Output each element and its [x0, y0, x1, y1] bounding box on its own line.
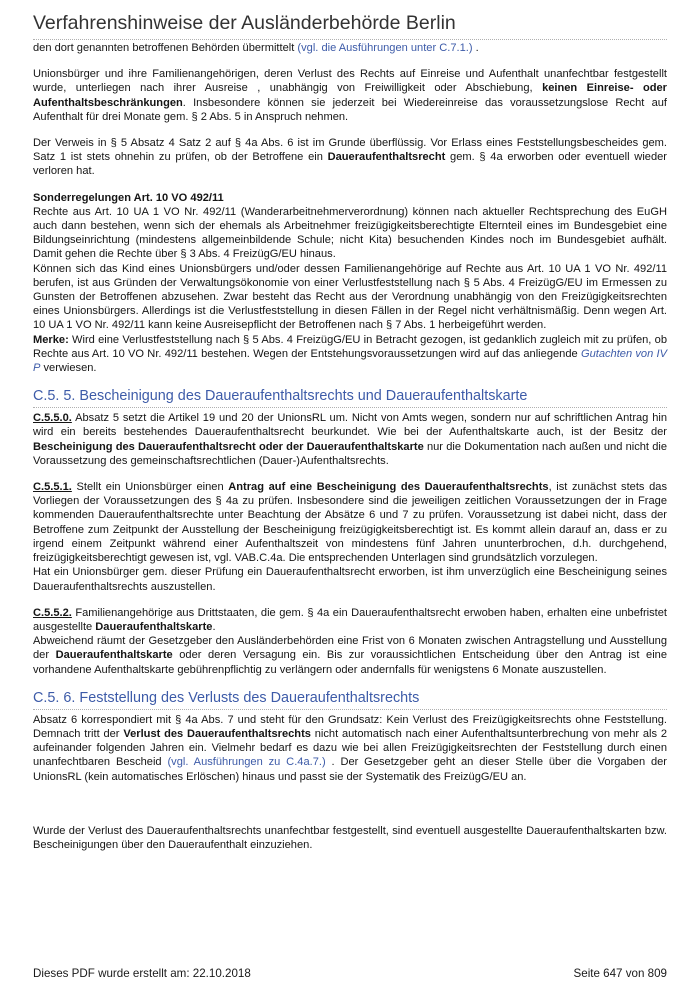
paragraph-final: Wurde der Verlust des Daueraufenthaltsrechts unanfechtbar festgestellt, sind eventuell ausgestellte Daueraufenthaltskarten bzw. Bescheinigungen über den Daueraufenthalt einzuziehen. [33, 824, 667, 851]
paragraph-transmission: den dort genannten betroffenen Behörden übermittelt (vgl. die Ausführungen unter C.7.1.) . [33, 42, 479, 54]
page-header-title: Verfahrenshinweise der Ausländerbehörde Berlin [33, 10, 667, 40]
paragraph-c56: Absatz 6 korrespondiert mit § 4a Abs. 7 und steht für den Grundsatz: Kein Verlust des Freizügigkeitsrechts ohne Feststellung. Demnach tritt der Verlust des Daueraufenthaltsrechts nicht automatisch nach einer Aufenthaltsunterbrechung von mehr als 2 aufeinander folgenden Jahren ein. Vielmehr bedarf es dazu wie bei allen Freizügigkeitsrechten der Feststellung durch einen unanfechtbaren Bescheid (vgl. Ausführungen zu C.4a.7.) . Der Gesetzgeber geht an dieser Stelle über die Vorgaben der UnionsRL (kein automatisches Erlöschen) hinaus und passt sie der Systematik des FreizügG/EU an. [33, 713, 668, 783]
sonder-paragraph-2: Können sich das Kind eines Unionsbürgers und/oder dessen Familienangehörige auf Rechte aus Art. 10 UA 1 VO Nr. 492/11 berufen, ist aus Gründen der Verwaltungsökonomie von einer Verlustfeststellung nach § 5 Abs. 4 FreizügG/EU im Ermessen zu Gunsten der Betroffenen abzusehen. Zwar besteht das Recht aus der Verordnung unabhängig von den Freizügigkeitsrechten eines Unionsbürgers. Allerdings ist die Verlustfeststellung in diesen Fällen in der Regel nicht verhältnismäßig. Denn wegen Art. 10 UA 1 VO Nr. 492/11 kann keine Ausreisepflicht der Betroffenen nach § 7 Abs. 1 herbeigeführt werden. [33, 262, 667, 332]
ref-link-c4a7[interactable]: (vgl. Ausführungen zu C.4a.7.) [167, 756, 326, 769]
section-heading-c55: C.5. 5. Bescheinigung des Daueraufenthaltsrechts und Daueraufenthaltskarte [33, 387, 667, 408]
ref-link-c71[interactable]: (vgl. die Ausführungen unter C.7.1.) [297, 42, 473, 54]
sonder-heading: Sonderregelungen Art. 10 VO 492/11 [33, 191, 224, 204]
merke-paragraph: Merke: Wird eine Verlustfeststellung nach § 5 Abs. 4 FreizügG/EU in Betracht gezogen, ist gedanklich zugleich mit zu prüfen, ob Rechte aus Art. 10 VO Nr. 492/11 bestehen. Wegen der Entstehungsvoraussetzungen wird auf das anliegende Gutachten von IV P verwiesen. [33, 333, 667, 375]
section-number-c550: C.5.5.0. [33, 412, 72, 425]
section-heading-c56: C.5. 6. Feststellung des Verlusts des Daueraufenthaltsrechts [33, 689, 667, 710]
paragraph-c550: C.5.5.0. Absatz 5 setzt die Artikel 19 und 20 der UnionsRL um. Nicht von Amts wegen, sondern nur auf schriftlichen Antrag hin wird ein bereits bestehendes Daueraufenthaltsrecht beurkundet. Wie bei der Aufenthaltskarte auch, ist der Besitz der Bescheinigung des Daueraufenthaltsrecht oder der Daueraufenthaltskarte nur die Dokumentation nach außen und nicht die Voraussetzung des gemeinschaftsrechtlichen (Dauer-)Aufenthaltsrechts. [33, 412, 668, 467]
paragraph-c552-deadline: Abweichend räumt der Gesetzgeber den Ausländerbehörden eine Frist von 6 Monaten zwischen Antragstellung und Ausstellung der Daueraufenthaltskarte oder deren Versagung ein. Bis zur voraussichtlichen Entscheidung über den Antrag ist eine vorhandene Aufenthaltskarte gebührenpflichtig zu verlängern oder andernfalls für wenigstens 6 Monate auszustellen. [33, 635, 667, 676]
section-number-c551: C.5.5.1. [33, 481, 72, 494]
footer-created-date: Dieses PDF wurde erstellt am: 22.10.2018 [33, 967, 251, 980]
paragraph-c552: C.5.5.2. Familienangehörige aus Drittstaaten, die gem. § 4a ein Daueraufenthaltsrecht erwoben haben, erhalten eine unbefristet ausgestellte Daueraufenthaltskarte. [33, 606, 667, 633]
paragraph-reference-note: Der Verweis in § 5 Absatz 4 Satz 2 auf § 4a Abs. 6 ist im Grunde überflüssig. Vor Erlass eines Feststellungsbescheides gem. Satz 1 ist stets ohnehin zu prüfen, ob der Betroffene ein Daueraufenthaltsrecht gem. § 4a erworben oder eventuell wieder verloren hat. [33, 137, 667, 178]
paragraph-c551-issue: Hat ein Unionsbürger gem. dieser Prüfung ein Daueraufenthaltsrecht erworben, ist ihm unverzüglich eine Bescheinigung seines Daueraufenthaltsrechts auszustellen. [33, 566, 667, 593]
section-number-c552: C.5.5.2. [33, 606, 72, 619]
paragraph-c551: C.5.5.1. Stellt ein Unionsbürger einen Antrag auf eine Bescheinigung des Daueraufenthaltsrechts, ist zunächst stets das Vorliegen der Voraussetzungen des § 4a zu prüfen. Insbesondere sind die jeweiligen zeitlichen Voraussetzungen der in Frage kommenden Daueraufenthaltsrechte unter Beachtung der Absätze 6 und 7 zu prüfen. Voraussetzung ist dabei nicht, dass der Betroffene zum Zeitpunkt der Ausstellung der Bescheinigung freizügigkeitsberechtigt ist. Es kommt allein darauf an, dass er zu irgend einem Zeitpunkt während einer Aufenthaltszeit von mindestens fünf Jahren ununterbrochen, d.h. durchgehend, freizügigkeitsberechtigt gewesen ist, vgl. VAB.C.4a. Die entsprechenden Unterlagen sind grundsätzlich vorzulegen. [33, 481, 667, 565]
gutachten-link[interactable]: Gutachten von IV P [33, 347, 667, 375]
document-body [33, 41, 667, 864]
sonder-paragraph-1: Rechte aus Art. 10 UA 1 VO Nr. 492/11 (Wanderarbeitnehmerverordnung) können nach aktueller Rechtsprechung des EuGH auch dann bestehen, wenn sich der ehemals als Arbeitnehmer freizügigkeitsberechtigte Elternteil eines im Bundesgebiet eine Bildungseinrichtung (mindestens allgemeinbildende Schule; nicht Kita) besuchenden Kindes noch im Bundesgebiet aufhält. Damit gehen die Rechte über § 3 Abs. 4 FreizügG/EU hinaus. [33, 205, 667, 261]
paragraph-no-restrictions: Unionsbürger und ihre Familienangehörigen, deren Verlust des Rechts auf Einreise und Aufenthalt unanfechtbar festgestellt wurde, unterliegen nach ihrer Ausreise , unabhängig von Freiwilligkeit oder Abschiebung, keinen Einreise- oder Aufenthaltsbeschränkungen. Insbesondere können sie jederzeit bei Wiedereinreise das voraussetzungslose Recht auf Aufenthalt für drei Monate gem. § 2 Abs. 5 in Anspruch nehmen. [33, 68, 667, 123]
footer-page-number: Seite 647 von 809 [573, 967, 667, 980]
